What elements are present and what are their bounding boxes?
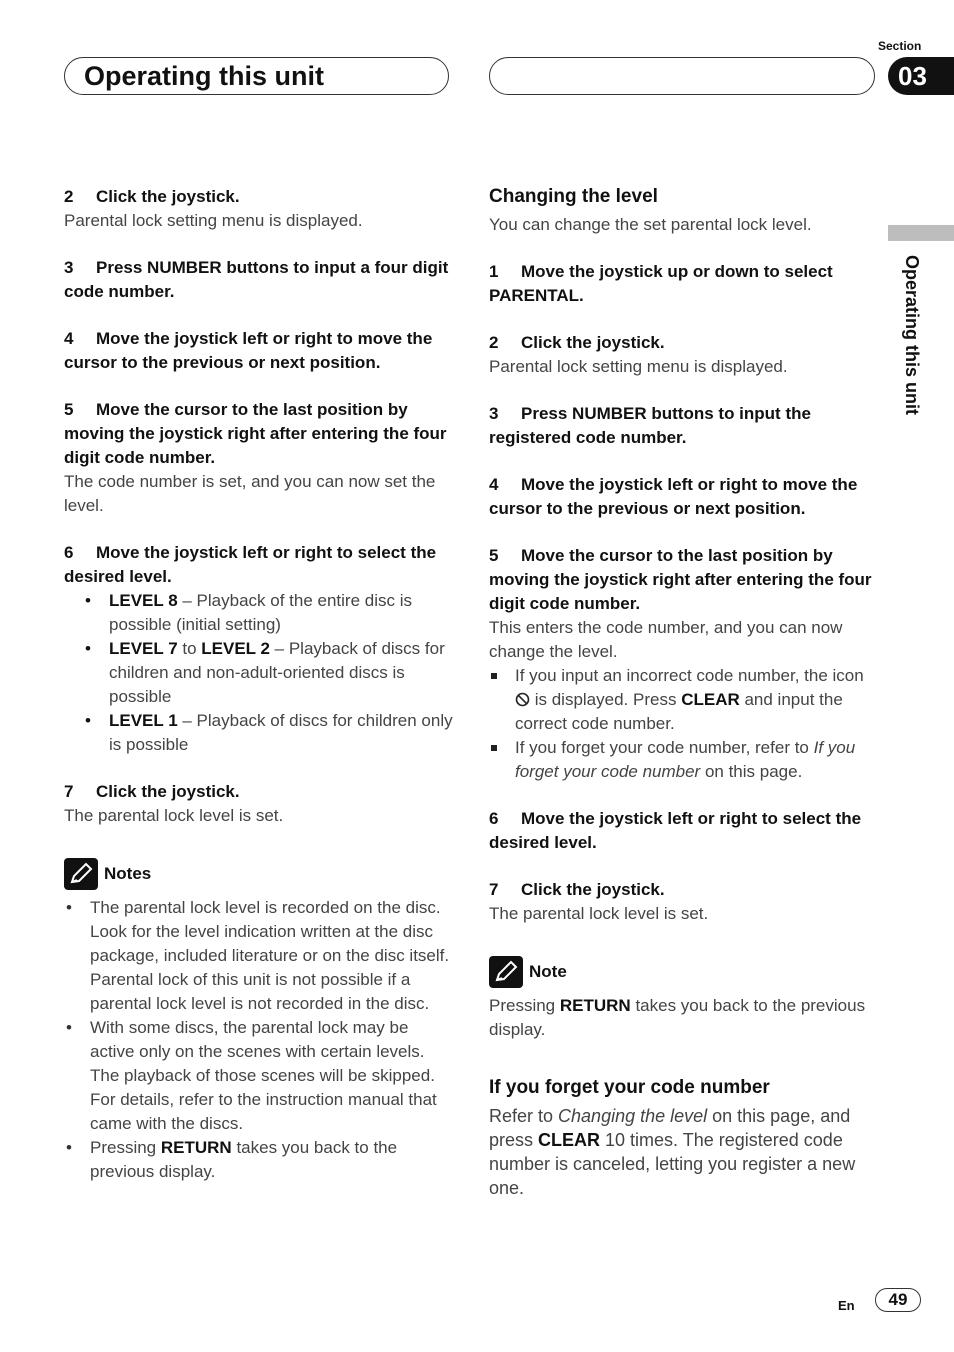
step-5-body: This enters the code number, and you can now change the level.	[489, 618, 843, 661]
list-item: If you forget your code number, refer to If you forget your code number on this page.	[489, 736, 881, 784]
step-7: 7 Click the joystick.	[489, 880, 665, 899]
step-7-body: The parental lock level is set.	[64, 806, 284, 825]
step-5-body: The code number is set, and you can now set the level.	[64, 472, 436, 515]
language-label: En	[838, 1298, 855, 1313]
step-7-body: The parental lock level is set.	[489, 904, 709, 923]
note-pencil-icon	[489, 956, 523, 988]
right-column	[489, 185, 881, 1200]
side-tab-bar	[888, 225, 954, 241]
step-6: 6 Move the joystick left or right to select the desired level.	[489, 809, 862, 852]
forget-code-heading: If you forget your code number	[489, 1077, 770, 1098]
step-3: 3 Press NUMBER buttons to input a four digit code number.	[64, 258, 449, 301]
step-4: 4 Move the joystick left or right to move the cursor to the previous or next position.	[489, 475, 858, 518]
note-heading: Note	[489, 956, 881, 988]
note-body: Pressing RETURN takes you back to the previous display.	[489, 996, 866, 1039]
changing-level-heading: Changing the level	[489, 186, 658, 207]
notes-list	[64, 896, 454, 1184]
side-tab-label: Operating this unit	[902, 255, 922, 415]
list-item: • LEVEL 7 to LEVEL 2 – Playback of discs for children and non-adult-oriented discs is possible	[64, 637, 454, 709]
list-item: • With some discs, the parental lock may be active only on the scenes with certain levels. The playback of those scenes will be skipped. For details, refer to the instruction manual that came with the discs.	[64, 1016, 454, 1136]
header-right-frame	[489, 57, 875, 95]
step-2-body: Parental lock setting menu is displayed.	[64, 211, 363, 230]
list-item: • The parental lock level is recorded on the disc. Look for the level indication written at the disc package, included literature or on the disc itself. Parental lock of this unit is not possible if a parental lock level is not recorded in the disc.	[64, 896, 454, 1016]
list-item: • LEVEL 1 – Playback of discs for children only is possible	[64, 709, 454, 757]
changing-level-intro: You can change the set parental lock level.	[489, 215, 812, 234]
step-4: 4 Move the joystick left or right to move the cursor to the previous or next position.	[64, 329, 433, 372]
step-2: 2 Click the joystick.	[64, 187, 240, 206]
forget-code-body: Refer to Changing the level on this page, and press CLEAR 10 times. The registered code number is canceled, letting you register a new one.	[489, 1106, 856, 1198]
step-5: 5 Move the cursor to the last position by moving the joystick right after entering the four digit code number.	[64, 400, 447, 467]
list-item: • LEVEL 8 – Playback of the entire disc is possible (initial setting)	[64, 589, 454, 637]
list-item: If you input an incorrect code number, the icon is displayed. Press CLEAR and input the correct code number.	[489, 664, 881, 736]
step-2-body: Parental lock setting menu is displayed.	[489, 357, 788, 376]
step-7: 7 Click the joystick.	[64, 782, 240, 801]
note-pencil-icon	[64, 858, 98, 890]
step-3: 3 Press NUMBER buttons to input the registered code number.	[489, 404, 811, 447]
level-list	[64, 589, 454, 757]
page-title: Operating this unit	[84, 61, 324, 91]
page-number: 49	[875, 1288, 921, 1312]
notes-heading: Notes	[64, 858, 454, 890]
list-item: • Pressing RETURN takes you back to the previous display.	[64, 1136, 454, 1184]
step-5-notes	[489, 664, 881, 784]
prohibited-icon	[515, 690, 530, 705]
section-number-badge: 03	[888, 57, 954, 95]
section-label: Section	[878, 39, 922, 53]
step-1: 1 Move the joystick up or down to select PARENTAL.	[489, 262, 833, 305]
step-5: 5 Move the cursor to the last position by moving the joystick right after entering the four digit code number.	[489, 546, 872, 613]
left-column	[64, 185, 454, 1184]
step-6: 6 Move the joystick left or right to select the desired level.	[64, 543, 437, 586]
step-2: 2 Click the joystick.	[489, 333, 665, 352]
